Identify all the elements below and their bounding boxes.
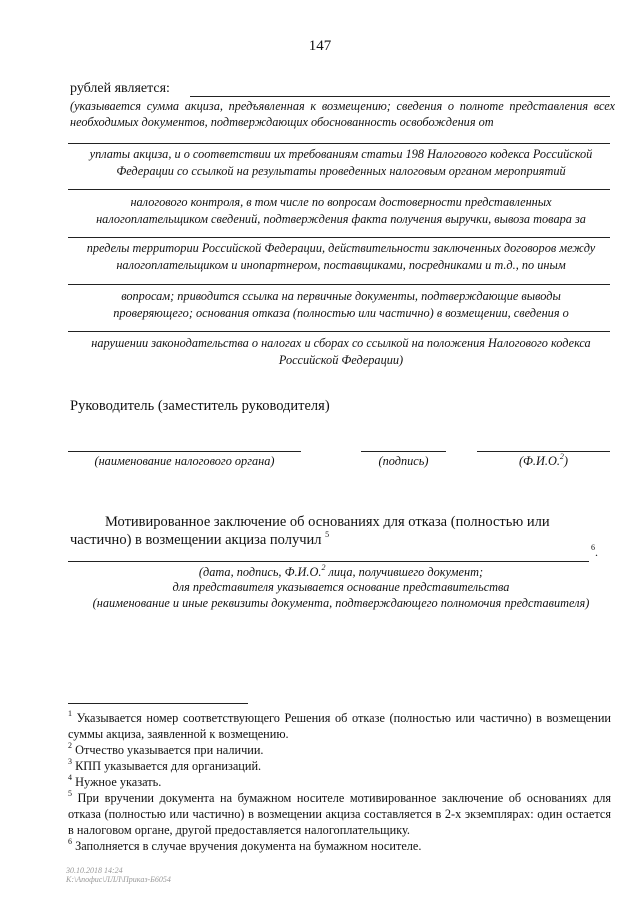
footnote-5: $^5$ При вручении документа на бумажном носителе мотивированное заключение об основаниях для отказа (полностью или частично) в возмещении акциза составляется в 2-х экземплярах: один остается в налоговом органе, другой предоставляется налогоплательщику. <box>68 788 611 837</box>
block-line-3: налогового контроля, в том числе по вопросам достоверности представленных <box>130 195 552 209</box>
print-stamp-date: 30.10.2018 14:24 <box>66 866 123 875</box>
received-fill-line <box>68 561 589 562</box>
block-line-4: налогоплательщиком сведений, подтверждения факта получения выручки, вывоза товара за <box>96 212 586 226</box>
footnote-6: $^6$ Заполняется в случае вручения документа на бумажном носителе. <box>68 836 422 853</box>
block-line-8: проверяющего; основания отказа (полностью или частично) в возмещении, сведения о <box>113 306 569 320</box>
block-line-1: уплаты акциза, и о соответствии их требованиям статьи 198 Налогового кодекса Российской <box>89 147 593 161</box>
amount-label: рублей является: <box>70 81 170 96</box>
block-line-9: нарушении законодательства о налогах и сборах со ссылкой на положения Налогового кодекса <box>91 336 591 350</box>
page-number: 147 <box>308 38 332 54</box>
footnote-2: $^2$ Отчество указывается при наличии. <box>68 740 264 757</box>
fill-line-1 <box>68 143 610 144</box>
footnote-separator <box>68 703 248 704</box>
received-caption-2: для представителя указывается основание представительства <box>172 580 510 594</box>
footnote-4: $^4$ Нужное указать. <box>68 772 162 789</box>
footnote-1: $^1$ Указывается номер соответствующего Решения об отказе (полностью или частично) в возмещении суммы акциза, заявленной к возмещению. <box>68 708 611 741</box>
amount-fill-line <box>190 96 610 97</box>
received-caption-1: (дата, подпись, Ф.И.О.$^2$ лица, получившего документ; <box>198 562 484 579</box>
received-caption-3: (наименование и иные реквизиты документа, подтверждающего полномочия представителя) <box>92 596 590 610</box>
fill-line-2 <box>68 189 610 190</box>
block-line-6: налогоплательщиком и инопартнером, поставщиками, посредниками и т.д., по иным <box>116 258 566 272</box>
head-title: Руководитель (заместитель руководителя) <box>70 398 330 414</box>
block-line-2: Федерации со ссылкой на результаты проведенных налоговым органом мероприятий <box>116 164 566 178</box>
note-line-2: необходимых документов, подтверждающих обоснованность освобождения от <box>70 115 494 129</box>
motiv-line-2: частично) в возмещении акциза получил $^5$ <box>70 530 330 548</box>
caption-fio: (Ф.И.О.$^2$) <box>518 451 569 468</box>
caption-sign: (подпись) <box>378 454 429 468</box>
motiv-line-1: Мотивированное заключение об основаниях для отказа (полностью или <box>105 514 550 530</box>
block-line-5: пределы территории Российской Федерации, действительности заключенных договоров между <box>86 241 596 255</box>
caption-org: (наименование налогового органа) <box>94 454 275 468</box>
footnote-3: $^3$ КПП указывается для организаций. <box>68 756 262 773</box>
block-line-7: вопросам; приводится ссылка на первичные документы, подтверждающие выводы <box>121 289 561 303</box>
received-line-end: $^6$. <box>591 543 598 559</box>
block-line-10: Российской Федерации) <box>278 353 404 367</box>
fill-line-5 <box>68 331 610 332</box>
fill-line-4 <box>68 284 610 285</box>
print-stamp-path: К:\Апофис\ЛЛЛ\Приказ-Б6054 <box>66 875 171 884</box>
fill-line-3 <box>68 237 610 238</box>
note-line-1: (указывается сумма акциза, предъявленная к возмещению; сведения о полноте представления всех <box>70 99 615 113</box>
